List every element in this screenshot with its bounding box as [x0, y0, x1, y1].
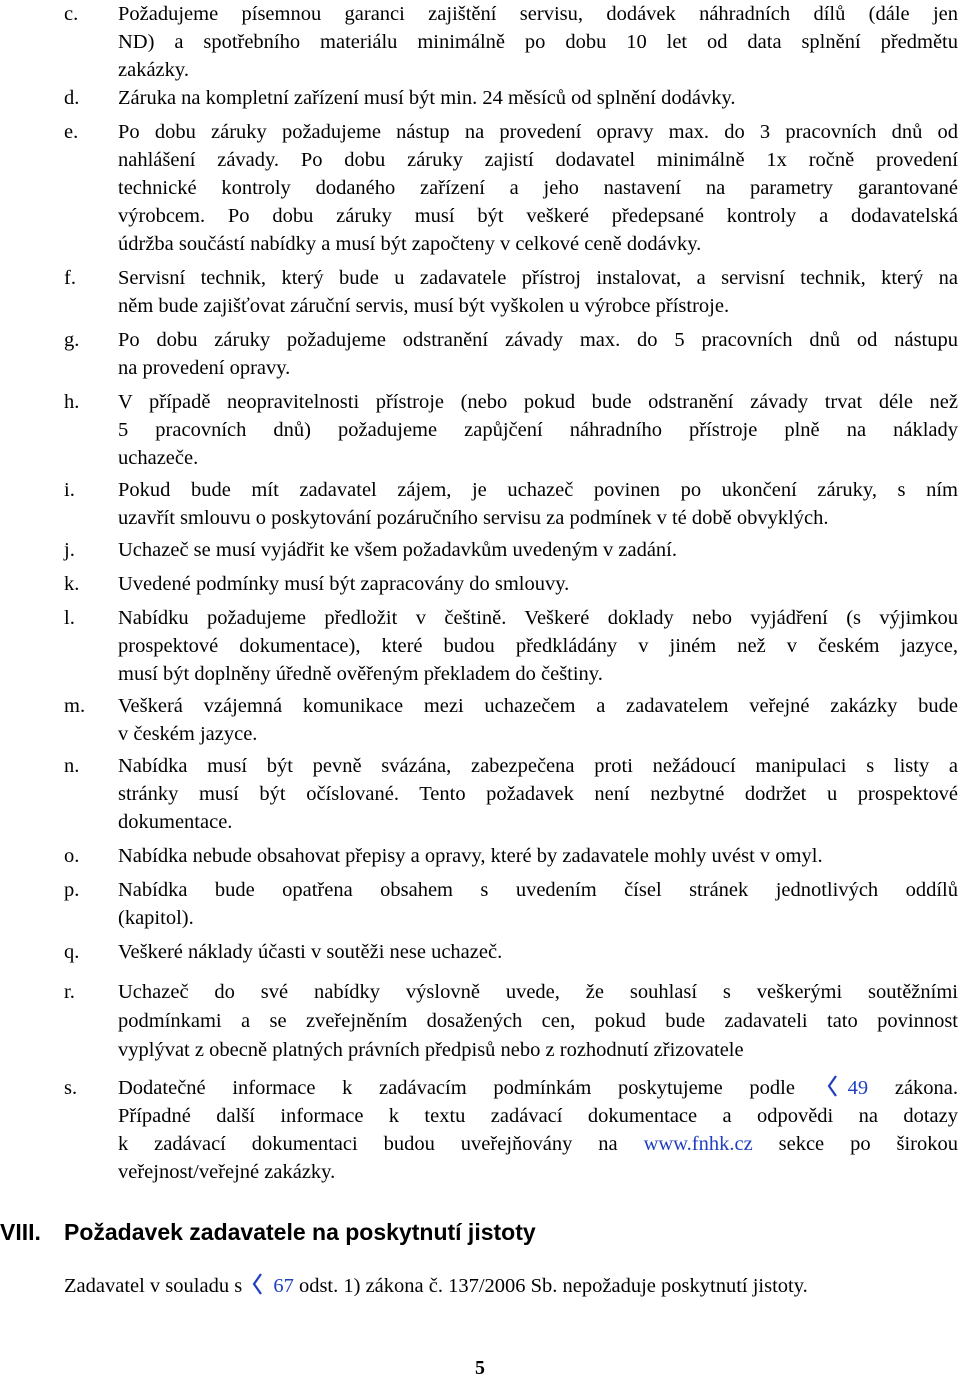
list-marker: r. — [64, 981, 75, 1003]
list-item-text — [118, 326, 958, 382]
list-item-line: Veškerá vzájemná komunikace mezi uchazečem a zadavatelem veřejné zakázky bude — [118, 695, 958, 717]
list-marker: c. — [64, 3, 79, 25]
list-marker: d. — [64, 87, 80, 109]
list-item-text — [118, 0, 958, 84]
list-item-line: technické kontroly dodaného zařízení a jeho nastavení na parametry garantované — [118, 177, 958, 199]
list-item-text — [118, 118, 958, 258]
list-marker: h. — [64, 391, 80, 413]
list-marker: k. — [64, 573, 80, 595]
list-item-line: Uchazeč do své nabídky výslovně uvede, že souhlasí s veškerými soutěžními — [118, 981, 958, 1003]
section-title: Požadavek zadavatele na poskytnutí jistoty — [64, 1219, 536, 1245]
list-item-line: Servisní technik, který bude u zadavatele přístroj instalovat, a servisní technik, který na — [118, 267, 958, 289]
list-item-line: Uvedené podmínky musí být zapracovány do smlouvy. — [118, 573, 570, 595]
list-item-text — [118, 978, 958, 1065]
list-item-text — [118, 476, 958, 532]
list-marker: f. — [64, 267, 76, 289]
list-item-text — [118, 604, 958, 688]
list-item-line: Nabídka musí být pevně svázána, zabezpečena proti nežádoucí manipulaci s listy a — [118, 755, 958, 777]
list-item-text — [118, 1074, 958, 1186]
list-item-text — [118, 752, 958, 836]
list-marker: i. — [64, 479, 75, 501]
list-item-line: Nabídku požadujeme předložit v češtině. Veškeré doklady nebo vyjádření (s výjimkou — [118, 607, 958, 629]
list-item-text — [118, 842, 958, 870]
list-item-line: něm bude zajišťovat záruční servis, musí být vyškolen u výrobce přístroje. — [118, 295, 730, 317]
section-number: VIII. — [0, 1219, 41, 1245]
list-item-line: V případě neopravitelnosti přístroje (nebo pokud bude odstranění závady trvat déle než — [118, 391, 958, 413]
list-marker: e. — [64, 121, 79, 143]
list-marker: q. — [64, 941, 80, 963]
list-item-text — [118, 938, 958, 966]
list-item-line: výrobcem. Po dobu záruky musí být veškeré předepsané kontroly a dodavatelská — [118, 205, 958, 227]
list-marker: s. — [64, 1077, 78, 1099]
list-item-line: podmínkami a se zveřejněním dosažených cen, pokud bude zadavateli tato povinnost — [118, 1010, 958, 1032]
list-item-line: 5 pracovních dnů) požadujeme zapůjčení náhradního přístroje plně na náklady — [118, 419, 958, 441]
website-link[interactable]: www.fnhk.cz — [643, 1133, 753, 1155]
item-s-line-3: k zadávací dokumentaci budou uveřejňovány na www.fnhk.cz sekce po širokou — [118, 1133, 959, 1155]
list-marker: g. — [64, 329, 80, 351]
section-sign-icon — [251, 1272, 265, 1296]
list-item-line: Veškeré náklady účasti v soutěži nese uchazeč. — [118, 941, 503, 963]
list-item-line: nahlášení závady. Po dobu záruky zajistí dodavatel minimálně 1x ročně provedení — [118, 149, 958, 171]
section-body: Zadavatel v souladu s 67 odst. 1) zákona č. 137/2006 Sb. nepožaduje poskytnutí jistoty. — [64, 1272, 808, 1300]
section-sign-icon — [826, 1074, 840, 1098]
list-marker: l. — [64, 607, 75, 629]
law-section-link[interactable]: 67 — [273, 1275, 294, 1297]
list-item-line: Po dobu záruky požadujeme nástup na provedení opravy max. do 3 pracovních dnů od — [118, 121, 958, 143]
list-item-line: zakázky. — [118, 59, 189, 81]
list-item-line: dokumentace. — [118, 811, 233, 833]
list-item-line: Po dobu záruky požadujeme odstranění závady max. do 5 pracovních dnů od nástupu — [118, 329, 958, 351]
list-item-line: vyplývat z obecně platných právních předpisů nebo z rozhodnutí zřizovatele — [118, 1039, 744, 1061]
item-s-line-1: Dodatečné informace k zadávacím podmínkám poskytujeme podle 49 zákona. — [118, 1074, 958, 1102]
law-section-link[interactable]: 49 — [847, 1077, 869, 1099]
list-item-text — [118, 570, 958, 598]
list-item-line: uzavřít smlouvu o poskytování pozáručního servisu za podmínek v té době obvyklých. — [118, 507, 829, 529]
list-item-line: uchazeče. — [118, 447, 199, 469]
list-item-text — [118, 876, 958, 932]
list-item-line: v českém jazyce. — [118, 723, 258, 745]
list-item-text — [118, 84, 958, 112]
list-item-line: prospektové dokumentace), které budou předkládány v jiném než v českém jazyce, — [118, 635, 958, 657]
list-item-line: stránky musí být očíslované. Tento požadavek není nezbytné dodržet u prospektové — [118, 783, 958, 805]
list-marker: n. — [64, 755, 80, 777]
list-item-line: Nabídka nebude obsahovat přepisy a opravy, které by zadavatele mohly uvést v omyl. — [118, 845, 823, 867]
list-item-text — [118, 388, 958, 472]
list-item-line: ND) a spotřebního materiálu minimálně po dobu 10 let od data splnění předmětu — [118, 31, 958, 53]
list-item-line: Uchazeč se musí vyjádřit ke všem požadavkům uvedeným v zadání. — [118, 539, 678, 561]
list-marker: p. — [64, 879, 80, 901]
item-s-line-2: Případné další informace k textu zadávací dokumentace a odpovědi na dotazy — [118, 1105, 958, 1127]
list-item-line: (kapitol). — [118, 907, 194, 929]
list-item-line: musí být doplněny úředně ověřeným překladem do češtiny. — [118, 663, 603, 685]
list-marker: m. — [64, 695, 86, 717]
list-item-text — [118, 692, 958, 748]
item-s-line-4: veřejnost/veřejné zakázky. — [118, 1161, 336, 1183]
page-number: 5 — [475, 1357, 485, 1379]
list-item-line: údržba součástí nabídky a musí být započteny v celkové ceně dodávky. — [118, 233, 702, 255]
list-marker: o. — [64, 845, 80, 867]
list-item-line: Záruka na kompletní zařízení musí být min. 24 měsíců od splnění dodávky. — [118, 87, 736, 109]
list-marker: j. — [64, 539, 75, 561]
list-item-line: Pokud bude mít zadavatel zájem, je uchazeč povinen po ukončení záruky, s ním — [118, 479, 958, 501]
list-item-text — [118, 536, 958, 564]
list-item-line: Požadujeme písemnou garanci zajištění servisu, dodávek náhradních dílů (dále jen — [118, 3, 958, 25]
list-item-text — [118, 264, 958, 320]
list-item-line: na provedení opravy. — [118, 357, 291, 379]
list-item-line: Nabídka bude opatřena obsahem s uvedením čísel stránek jednotlivých oddílů — [118, 879, 958, 901]
